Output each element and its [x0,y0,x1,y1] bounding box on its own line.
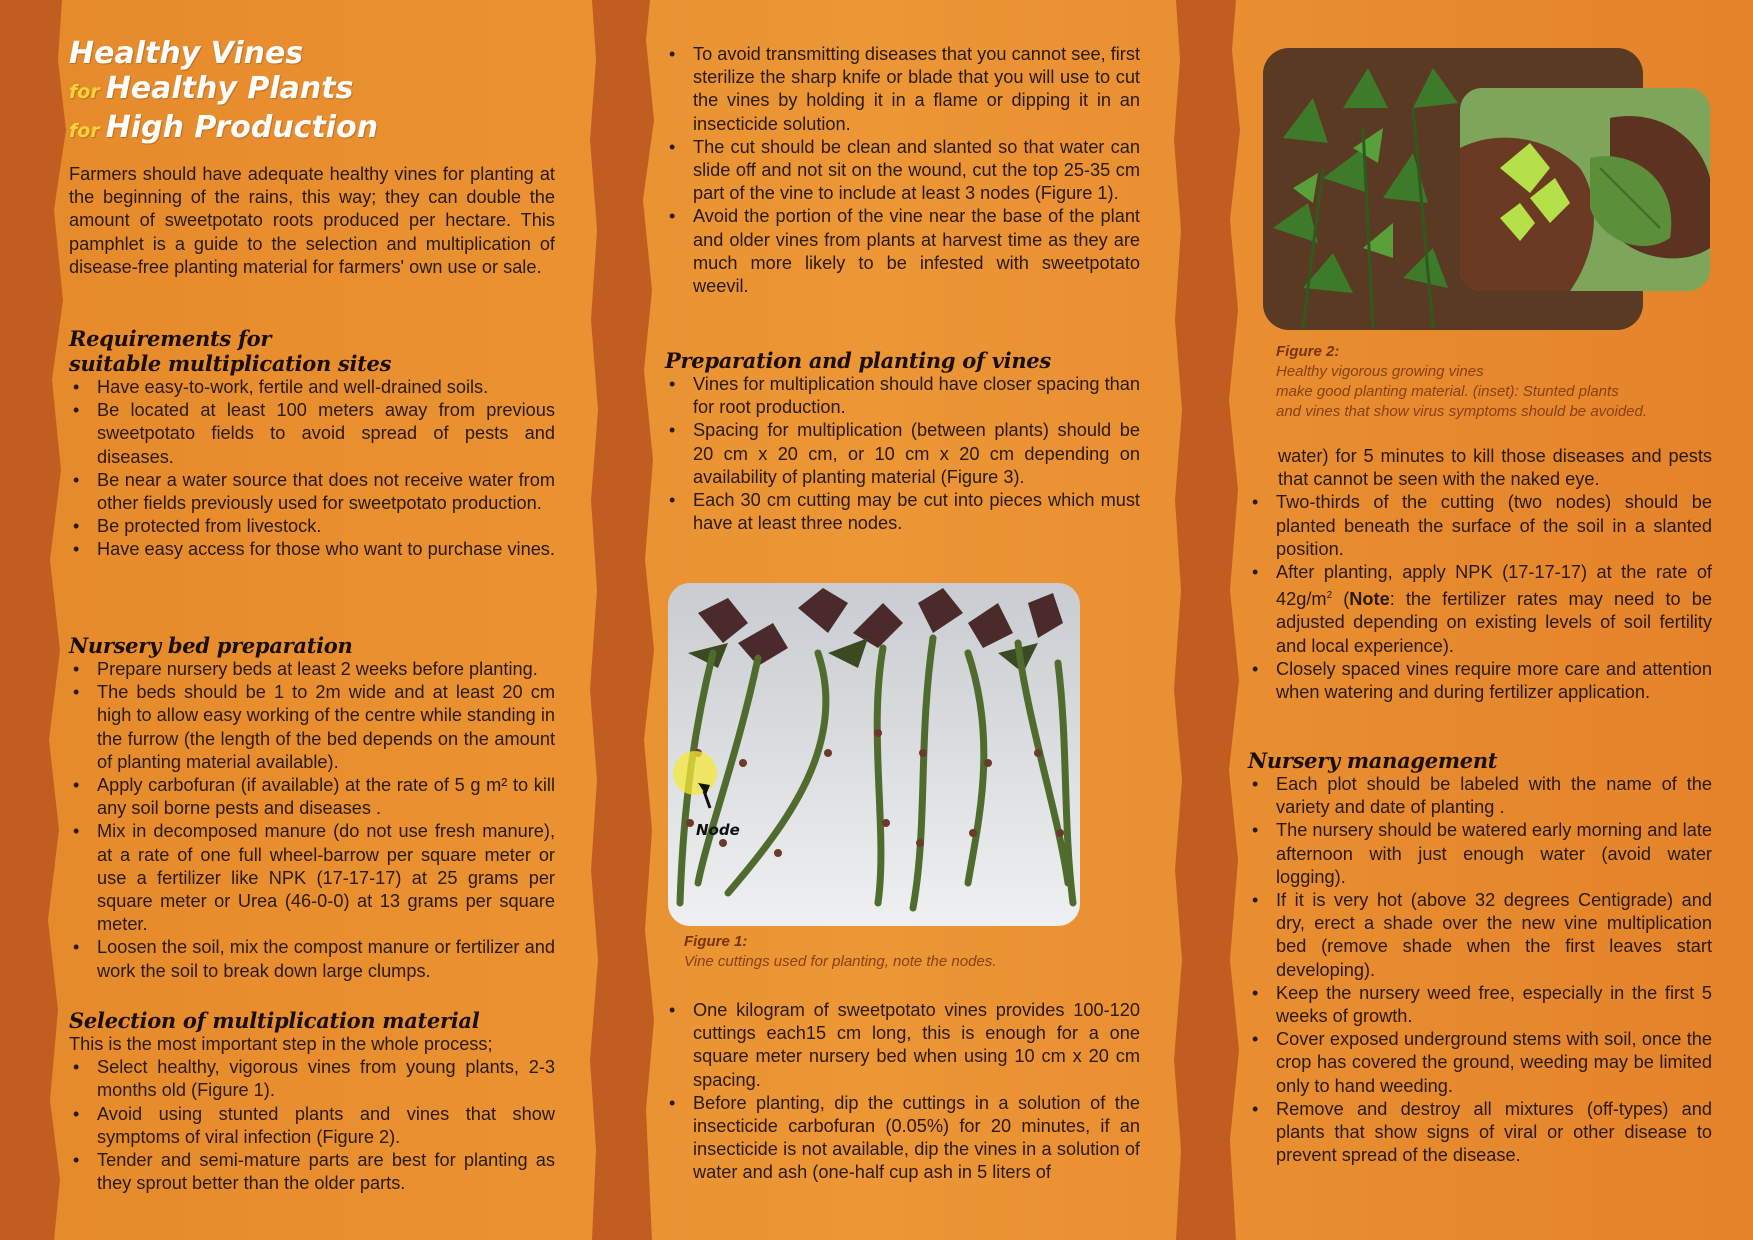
list-item: • Two-thirds of the cutting (two nodes) should be planted beneath the surface of the soil in a slanted position. [1248,491,1712,561]
list-item: • Be protected from livestock. [69,515,555,538]
requirements-section [69,326,555,562]
nursery-management-heading: Nursery management [1248,748,1498,773]
nursery-bed-section [69,633,555,983]
list-item: • Each plot should be labeled with the name of the variety and date of planting . [1248,773,1712,819]
selection-section [69,1008,555,1195]
list-item: • Tender and semi-mature parts are best for planting as they sprout better than the older parts. [69,1149,555,1195]
nursery-management-section [1248,748,1712,1167]
figure-2-caption-line-1: Healthy vigorous growing vines [1276,363,1484,380]
title-line-3: High Production [105,110,379,145]
requirements-list [69,376,555,562]
selection-heading: Selection of multiplication material [69,1008,480,1033]
preparation-list [665,373,1140,535]
planting-list [1248,491,1712,704]
list-item: • Cover exposed underground stems with soil, once the crop has covered the ground, weeding may be limited only to hand weeding. [1248,1028,1712,1098]
col2-top-section [665,43,1140,298]
cuttings-list [665,999,1140,1185]
list-item: • Vines for multiplication should have closer spacing than for root production. [665,373,1140,419]
list-item: • Keep the nursery weed free, especially in the first 5 weeks of growth. [1248,982,1712,1028]
selection-list [69,1056,555,1195]
list-item: • Before planting, dip the cuttings in a solution of the insecticide carbofuran (0.05%) for 20 minutes, if an insecticide is not available, dip the vines in a solution of water and ash (one-half cup ash in 5 liters of [665,1092,1140,1185]
list-item: • Loosen the soil, mix the compost manure or fertilizer and work the soil to break down large clumps. [69,936,555,982]
list-item: • To avoid transmitting diseases that you cannot see, first sterilize the sharp knife or blade that you will use to cut the vines by holding it in a flame or dipping it in an insecticide solution. [665,43,1140,136]
list-item: • If it is very hot (above 32 degrees Centigrade) and dry, erect a shade over the new vine multiplication bed (remove shade when the first leaves start developing). [1248,889,1712,982]
requirements-heading [69,326,555,376]
fold-stripe-2 [1172,0,1242,1240]
list-item: • One kilogram of sweetpotato vines provides 100-120 cuttings each15 cm long, this is enough for a one square meter nursery bed when using 10 cm x 20 cm spacing. [665,999,1140,1092]
figure-2-caption [1276,342,1706,422]
col2-bottom-section [665,999,1140,1185]
left-border-stripe [0,0,70,1240]
pamphlet-title [69,36,378,149]
list-item: • The beds should be 1 to 2m wide and at least 20 cm high to allow easy working of the centre while standing in the furrow (the length of the bed depends on the amount of planting material available). [69,681,555,774]
list-item: • Remove and destroy all mixtures (off-types) and plants that show signs of viral or other disease to prevent spread of the disease. [1248,1098,1712,1168]
title-line-2: Healthy Plants [105,71,354,106]
list-item: • Each 30 cm cutting may be cut into pieces which must have at least three nodes. [665,489,1140,535]
intro-paragraph: Farmers should have adequate healthy vines for planting at the beginning of the rains, this way; they can double the amount of sweetpotato roots produced per hectare. This pamphlet is a guide to the selection and multiplication of disease-free planting material for farmers' own use or sale. [69,164,555,277]
figure-1-caption [684,932,1084,972]
list-item: • Have easy-to-work, fertile and well-drained soils. [69,376,555,399]
continuation-text: water) for 5 minutes to kill those diseases and pests that cannot be seen with the naked eye. [1278,446,1712,490]
list-item: • Closely spaced vines require more care and attention when watering and during fertilizer application. [1248,658,1712,704]
list-item: • Apply carbofuran (if available) at the rate of 5 g m² to kill any soil borne pests and diseases . [69,774,555,820]
nursery-bed-heading: Nursery bed preparation [69,633,353,658]
list-item: • Select healthy, vigorous vines from young plants, 2-3 months old (Figure 1). [69,1056,555,1102]
npk-note-label: Note [1349,589,1390,610]
npk-superscript: 2 [1326,590,1333,602]
title-for-word: for [69,81,100,103]
list-item: • Spacing for multiplication (between plants) should be 20 cm x 20 cm, or 10 cm x 20 cm depending on availability of planting material (Figure 3). [665,419,1140,489]
list-item: • Have easy access for those who want to purchase vines. [69,538,555,561]
list-item: • Avoid the portion of the vine near the base of the plant and older vines from plants at harvest time as they are much more likely to be infested with sweetpotato weevil. [665,205,1140,298]
nursery-bed-list [69,658,555,983]
figure-2-inset-stunted-plants-photo [1460,88,1710,291]
preparation-heading: Preparation and planting of vines [665,348,1051,373]
fold-stripe-1 [588,0,658,1240]
col3-planting-section [1248,445,1712,704]
list-item: • After planting, apply NPK (17-17-17) at the rate of $42g/m^2$ (Note: the fertilizer rates may need to be adjusted depending on existing levels of soil fertility and local experience). [1248,561,1712,658]
list-item: • Be near a water source that does not receive water from other fields previously used for sweetpotato production. [69,469,555,515]
list-item: • The nursery should be watered early morning and late afternoon with just enough water (avoid water logging). [1248,819,1712,889]
figure-1-caption-text: Vine cuttings used for planting, note the nodes. [684,953,997,970]
figure-2-caption-line-3: and vines that show virus symptoms should be avoided. [1276,403,1648,420]
npk-text: After planting, apply NPK (17-17-17) at the rate of 42g/m [1276,562,1712,610]
requirements-heading-line-2: suitable multiplication sites [69,351,392,376]
nursery-management-list [1248,773,1712,1167]
requirements-heading-line-1: Requirements for [69,326,272,351]
list-item: • Prepare nursery beds at least 2 weeks before planting. [69,658,555,681]
preparation-section [665,348,1140,535]
figure-2-label: Figure 2: [1276,343,1340,360]
figure-1-vine-cuttings-photo [668,583,1080,926]
list-item: • Be located at least 100 meters away from previous sweetpotato fields to avoid spread of pests and diseases. [69,399,555,469]
list-item: • Mix in decomposed manure (do not use fresh manure), at a rate of one full wheel-barrow per square meter or use a fertilizer like NPK (17-17-17) at 25 grams per square meter or Urea (46-0-0) at 13 grams per square meter. [69,820,555,936]
sterilize-list [665,43,1140,298]
npk-note-text: : the fertilizer rates may need to be adjusted depending on existing levels of soil fertility and local experience). [1276,589,1712,656]
selection-lead: This is the most important step in the whole process; [69,1034,493,1054]
figure-2-caption-line-2: make good planting material. (inset): Stunted plants [1276,383,1619,400]
figure-1-label: Figure 1: [684,933,748,950]
title-line-1: Healthy Vines [69,36,304,71]
list-item: • The cut should be clean and slanted so that water can slide off and not sit on the wound, cut the top 25-35 cm part of the vine to include at least 3 nodes (Figure 1). [665,136,1140,206]
title-for-word: for [69,120,100,142]
node-label: Node [696,821,740,839]
list-item: • Avoid using stunted plants and vines that show symptoms of viral infection (Figure 2). [69,1103,555,1149]
